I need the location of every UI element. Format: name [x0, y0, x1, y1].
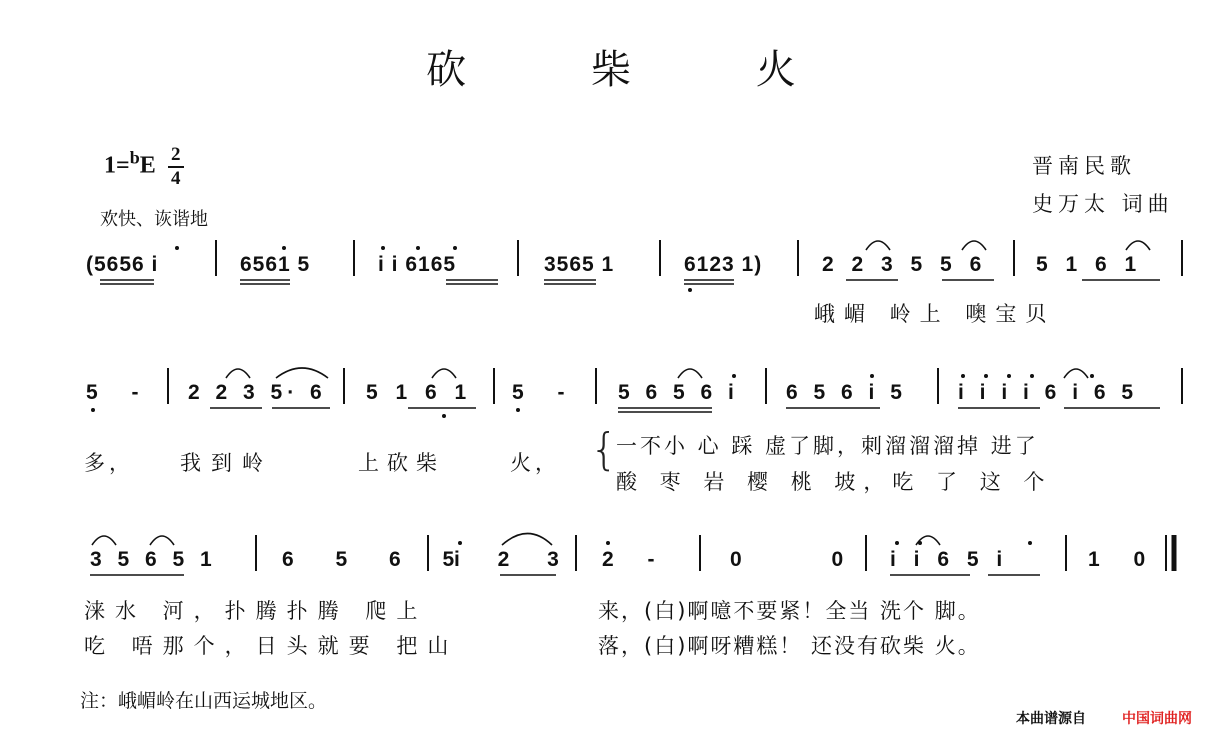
measure-3-7: 1 0	[1088, 548, 1160, 571]
octave-dot	[458, 541, 462, 545]
lyric-2-1: 多，	[84, 451, 134, 475]
slur	[1064, 369, 1088, 378]
slur	[276, 368, 328, 378]
octave-dot	[984, 374, 988, 378]
octave-dot	[1028, 541, 1032, 545]
origin-credit: 晋南民歌	[1032, 154, 1136, 178]
measure-1-5: 6123 1)	[684, 253, 763, 276]
measure-1-3: i i 6165	[378, 253, 457, 276]
octave-dot	[442, 414, 446, 418]
footnote: 注：峨嵋岭在山西运城地区。	[80, 690, 328, 712]
measure-2-3: 5 1 6 1	[366, 381, 473, 404]
lyric-1-1: 峨嵋 岭上 噢宝贝	[814, 302, 1056, 326]
slur	[432, 369, 456, 378]
measure-3-5: 0 0	[730, 548, 886, 571]
key-prefix: 1=	[104, 152, 130, 179]
octave-dot	[416, 246, 420, 250]
lyric-3-1: 涞水 河，扑腾扑腾 爬上	[84, 599, 428, 623]
measure-2-6: 6 5 6 i 5	[786, 381, 907, 404]
measure-2-1: 5 -	[86, 381, 153, 404]
tempo-marking: 欢快、诙谐地	[100, 209, 208, 230]
lyric-3-2: 来，(白)啊噫不要紧！全当 洗个 脚。	[598, 599, 981, 623]
octave-dot	[453, 246, 457, 250]
measure-3-2: 6 5 6 5	[282, 548, 473, 571]
time-bottom: 4	[170, 168, 181, 189]
octave-dot	[688, 288, 692, 292]
lyric-2-verse-2: 酸 枣 岩 樱 桃 坡，吃 了 这 个	[616, 470, 1053, 494]
octave-dot	[918, 541, 922, 545]
verse-brace: {	[590, 424, 618, 475]
slur	[502, 534, 552, 546]
octave-dot	[961, 374, 965, 378]
key-note: E	[139, 152, 156, 179]
slur	[226, 369, 250, 378]
lyric-3-3: 吃 唔那个，日头就要 把山	[84, 634, 459, 658]
lyric-2-4: 火，	[510, 451, 560, 475]
measure-1-2: 6561 5	[240, 253, 311, 276]
octave-dot	[381, 246, 385, 250]
measure-2-7: i i i i 6 i 6 5	[958, 381, 1139, 404]
measure-3-6: i i 6 5 i	[890, 548, 1009, 571]
octave-dot	[870, 374, 874, 378]
measure-2-4: 5 -	[512, 381, 579, 404]
octave-dot	[732, 374, 736, 378]
measure-2-2: 2 2 3 5· 6	[188, 381, 327, 404]
measure-2-5: 5 6 5 6 i	[618, 381, 739, 404]
octave-dot	[516, 408, 520, 412]
slur	[92, 536, 116, 545]
octave-dot	[1030, 374, 1034, 378]
lyric-2-verse-1: 一不小 心 踩 虚了脚，刺溜溜溜掉 进了	[616, 434, 1039, 458]
time-top: 2	[170, 144, 181, 165]
octave-dot	[895, 541, 899, 545]
slur	[1126, 241, 1150, 250]
measure-3-1: 3 5 6 5 1	[90, 548, 217, 571]
measure-3-3: i 2 3	[454, 548, 575, 571]
octave-dot	[91, 408, 95, 412]
author-credit: 史万太 词曲	[1032, 192, 1174, 216]
flat-sign: b	[129, 147, 140, 168]
slur	[678, 369, 702, 378]
lyric-2-3: 上砍柴	[358, 451, 445, 475]
octave-dot	[282, 246, 286, 250]
measure-1-7: 5 1 6 1	[1036, 253, 1143, 276]
measure-1-4: 3565 1	[544, 253, 615, 276]
octave-dot	[1007, 374, 1011, 378]
slur	[150, 536, 174, 545]
lyric-2-2: 我到岭	[180, 451, 273, 475]
page-title: 砍 柴 火	[426, 47, 852, 93]
octave-dot	[1090, 374, 1094, 378]
octave-dot	[606, 541, 610, 545]
source-label: 本曲谱源自	[1016, 711, 1086, 727]
measure-1-1: (5656 i	[86, 253, 159, 276]
measure-3-4: 2 -	[602, 548, 669, 571]
octave-dot	[175, 246, 179, 250]
slur	[866, 241, 890, 250]
slur	[962, 241, 986, 250]
measure-1-6: 2 2 3 5 5 6	[822, 253, 988, 276]
source-site-link[interactable]: 中国词曲网	[1122, 711, 1192, 727]
lyric-3-4: 落，(白)啊呀糟糕！ 还没有砍柴 火。	[598, 634, 981, 658]
